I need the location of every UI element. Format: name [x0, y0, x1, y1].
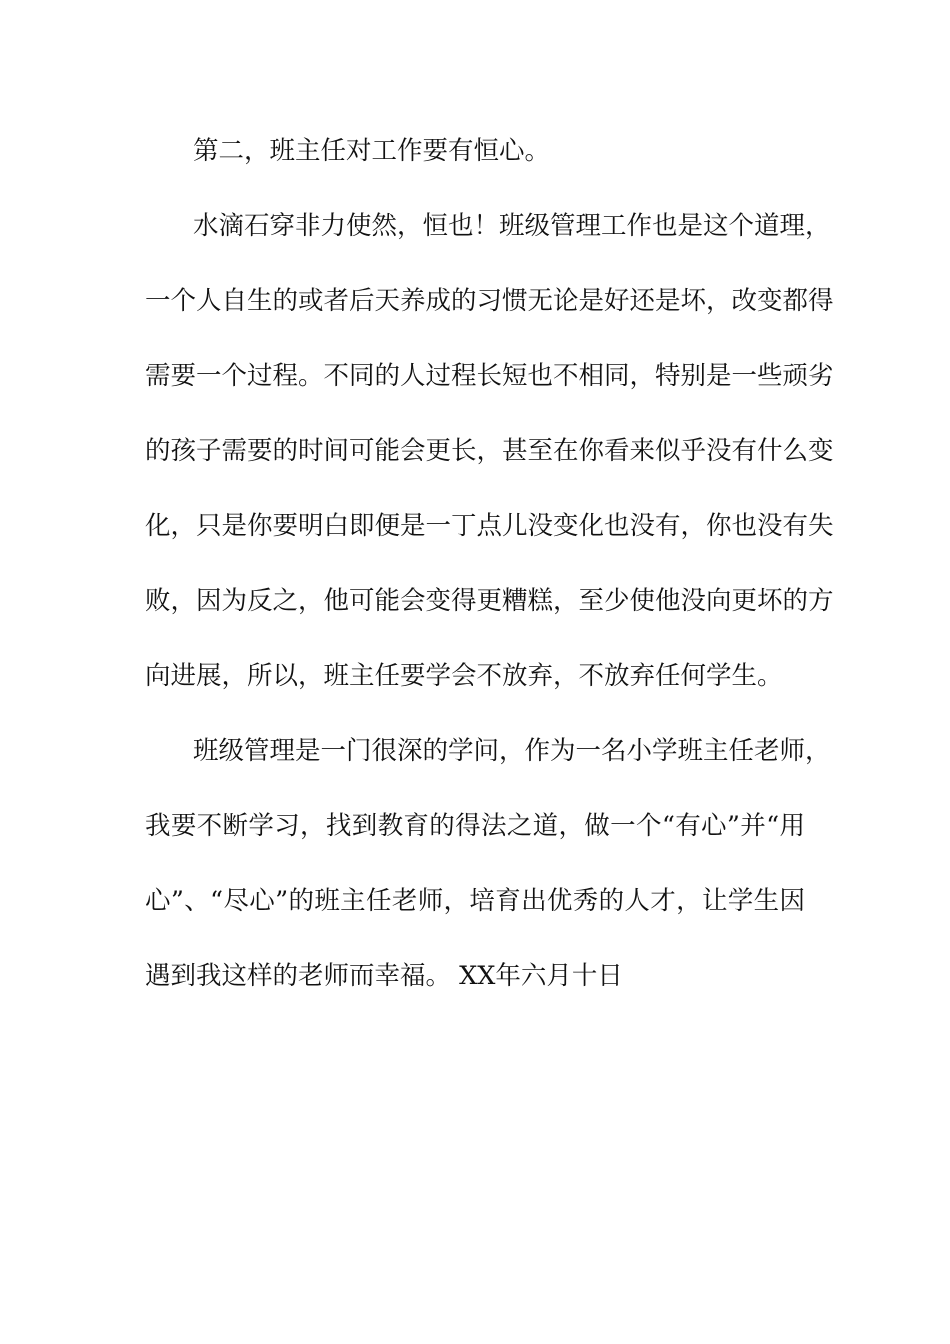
paragraph-line: 水滴石穿非力使然，恒也！班级管理工作也是这个道理，	[193, 211, 831, 241]
paragraph-line: 败，因为反之，他可能会变得更糟糕，至少使他没向更坏的方	[145, 586, 834, 616]
paragraph-line: 心”、“尽心”的班主任老师，培育出优秀的人才，让学生因	[145, 886, 805, 916]
paragraph-line: 遇到我这样的老师而幸福。 XX年六月十日	[145, 961, 623, 991]
paragraph-line: 一个人自生的或者后天养成的习惯无论是好还是坏，改变都得	[145, 286, 834, 316]
paragraph-heading-line: 第二，班主任对工作要有恒心。	[193, 136, 551, 166]
paragraph-line: 班级管理是一门很深的学问，作为一名小学班主任老师，	[193, 736, 831, 766]
paragraph-line: 向进展，所以，班主任要学会不放弃，不放弃任何学生。	[145, 661, 783, 691]
paragraph-line: 的孩子需要的时间可能会更长，甚至在你看来似乎没有什么变	[145, 436, 834, 466]
paragraph-line: 我要不断学习，找到教育的得法之道，做一个“有心”并“用	[145, 811, 805, 841]
paragraph-line: 化，只是你要明白即便是一丁点儿没变化也没有，你也没有失	[145, 511, 834, 541]
paragraph-line: 需要一个过程。不同的人过程长短也不相同，特别是一些顽劣	[145, 361, 834, 391]
